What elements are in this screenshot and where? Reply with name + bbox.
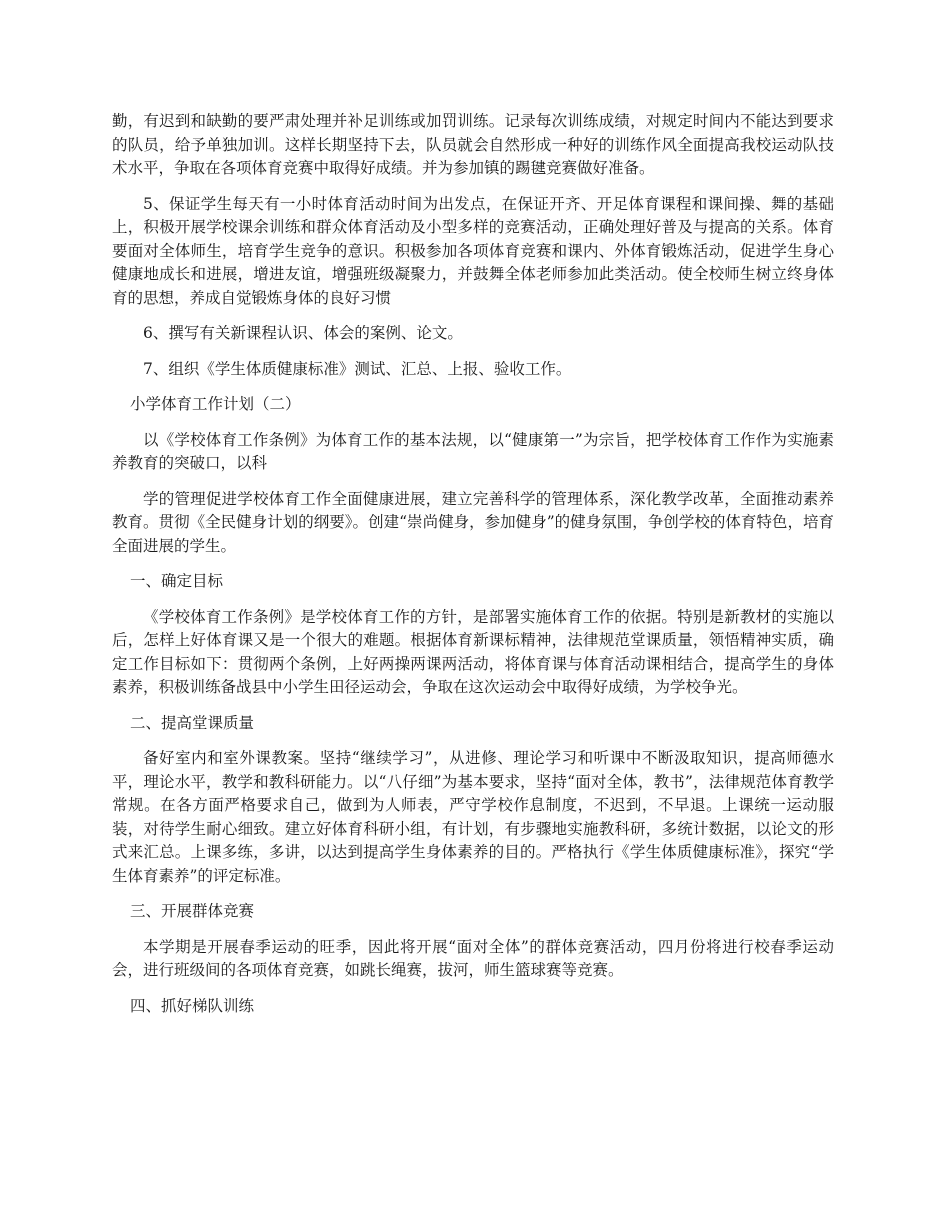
paragraph-intro-part-1: 以《学校体育工作条例》为体育工作的基本法规，以“健康第一”为宗旨，把学校体育工作作为实施素养教育的突破口，以科 xyxy=(112,430,834,472)
paragraph-group-competitions: 本学期是开展春季运动的旺季，因此将开展“面对全体”的群体竞赛活动，四月份将进行校春季运动会，进行班级间的各项体育竞赛，如跳长绳赛，拔河，师生篮球赛等竞赛。 xyxy=(112,937,834,979)
paragraph-goals: 《学校体育工作条例》是学校体育工作的方针，是部署实施体育工作的依据。特别是新教材的实施以后，怎样上好体育课又是一个很大的难题。根据体育新课标精神，法律规范堂课质量，领悟精神实质，确定工作目标如下：贯彻两个条例，上好两操两课两活动，将体育课与体育活动课相结合，提高学生的身体素养，积极训练备战县中小学生田径运动会，争取在这次运动会中取得好成绩，为学校争光。 xyxy=(112,607,834,696)
paragraph-item-5: 5、保证学生每天有一小时体育活动时间为出发点，在保证开齐、开足体育课程和课间操、舞的基础上，积极开展学校课余训练和群众体育活动及小型多样的竞赛活动，正确处理好普及与提高的关系。体育要面对全体师生，培育学生竞争的意识。积极参加各项体育竞赛和课内、外体育锻炼活动，促进学生身心健康地成长和进展，增进友谊，增强班级凝聚力，并鼓舞全体老师参加此类活动。使全校师生树立终身体育的思想，养成自觉锻炼身体的良好习惯 xyxy=(112,194,834,307)
paragraph-item-7: 7、组织《学生体质健康标准》测试、汇总、上报、验收工作。 xyxy=(143,359,572,378)
heading-team-training: 四、抓好梯队训练 xyxy=(130,996,255,1015)
paragraph-training-discipline: 勤，有迟到和缺勤的要严肃处理并补足训练或加罚训练。记录每次训练成绩，对规定时间内不能达到要求的队员，给予单独加训。这样长期坚持下去，队员就会自然形成一种好的训练作风全面提高我校运动队技术水平，争取在各项体育竞赛中取得好成绩。并为参加镇的踢毽竞赛做好准备。 xyxy=(112,112,834,177)
paragraph-intro-part-2: 学的管理促进学校体育工作全面健康进展，建立完善科学的管理体系，深化教学改革，全面推动素养教育。贯彻《全民健身计划的纲要》。创建“崇尚健身，参加健身”的健身氛围，争创学校的体育特色，培育全面进展的学生。 xyxy=(112,489,834,555)
paragraph-item-6: 6、撰写有关新课程认识、体会的案例、论文。 xyxy=(143,324,463,342)
document-page xyxy=(112,110,834,1030)
heading-goals: 一、确定目标 xyxy=(130,572,224,590)
heading-class-quality: 二、提高堂课质量 xyxy=(130,713,255,732)
paragraph-class-quality: 备好室内和室外课教案。坚持“继续学习”，从进修、理论学习和听课中不断汲取知识，提高师德水平，理论水平，教学和教科研能力。以“八仔细”为基本要求，坚持“面对全体，教书”，法律规范体育教学常规。在各方面严格要求自己，做到为人师表，严守学校作息制度，不迟到，不早退。上课统一运动服装，对待学生耐心细致。建立好体育科研小组，有计划，有步骤地实施教科研，多统计数据，以论文的形式来汇总。上课多练，多讲，以达到提高学生身体素养的目的。严格执行《学生体质健康标准》，探究“学生体育素养”的评定标准。 xyxy=(112,749,834,885)
heading-group-competitions: 三、开展群体竞赛 xyxy=(130,902,255,920)
section-title-plan-two: 小学体育工作计划（二） xyxy=(130,395,301,413)
